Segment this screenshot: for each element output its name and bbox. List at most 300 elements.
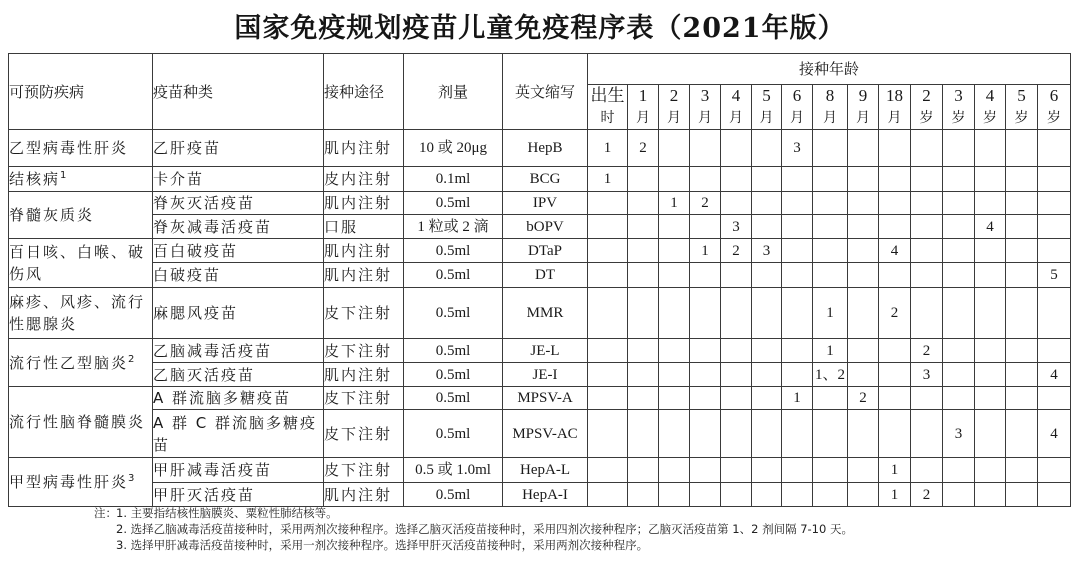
dose-number-cell <box>628 363 659 387</box>
age-column-header: 3 月 <box>690 85 721 130</box>
dose-number-cell <box>721 483 752 507</box>
dose-number-cell <box>782 288 813 339</box>
dose-number-cell <box>782 167 813 192</box>
table-row <box>9 167 1071 192</box>
dose-number-cell <box>1038 215 1071 239</box>
dose-number-cell: 3 <box>752 239 782 263</box>
dose-number-cell <box>1038 192 1071 215</box>
vaccine-cell: A 群流脑多糖疫苗 <box>153 387 324 410</box>
dose-number-cell <box>848 167 879 192</box>
dose-number-cell <box>813 239 848 263</box>
dose-number-cell <box>848 339 879 363</box>
footnotes <box>94 505 853 553</box>
dose-number-cell <box>628 288 659 339</box>
dose-number-cell <box>1006 215 1038 239</box>
dose-number-cell <box>813 458 848 483</box>
dose-number-cell <box>1006 130 1038 167</box>
table-row <box>9 263 1071 288</box>
dose-number-cell: 3 <box>943 410 975 458</box>
dose-number-cell <box>911 387 943 410</box>
footnote-1: 注：1. 主要指结核性脑膜炎、粟粒性肺结核等。 <box>94 506 338 520</box>
dose-number-cell: 2 <box>628 130 659 167</box>
age-column-header: 3 岁 <box>943 85 975 130</box>
immunization-schedule-table <box>8 53 1071 507</box>
vaccine-cell: A 群 C 群流脑多糖疫苗 <box>153 410 324 458</box>
dose-number-cell <box>848 263 879 288</box>
dose-number-cell <box>721 410 752 458</box>
route-cell: 肌内注射 <box>324 130 404 167</box>
dose-cell: 0.5ml <box>404 410 503 458</box>
dose-number-cell <box>628 339 659 363</box>
dose-number-cell <box>659 410 690 458</box>
abbr-cell: JE-L <box>503 339 588 363</box>
dose-number-cell: 4 <box>879 239 911 263</box>
dose-number-cell: 1 <box>659 192 690 215</box>
dose-number-cell <box>690 483 721 507</box>
route-cell: 口服 <box>324 215 404 239</box>
dose-number-cell <box>1006 387 1038 410</box>
table-row <box>9 483 1071 507</box>
header-row <box>9 54 1071 85</box>
dose-number-cell <box>721 339 752 363</box>
dose-number-cell <box>911 263 943 288</box>
dose-number-cell <box>943 458 975 483</box>
dose-number-cell <box>628 483 659 507</box>
dose-number-cell <box>782 483 813 507</box>
dose-number-cell <box>911 167 943 192</box>
dose-number-cell <box>1006 410 1038 458</box>
dose-number-cell <box>911 192 943 215</box>
dose-number-cell <box>782 363 813 387</box>
dose-number-cell <box>848 483 879 507</box>
page-title: 国家免疫规划疫苗儿童免疫程序表（2021年版） <box>234 13 846 44</box>
dose-number-cell <box>752 483 782 507</box>
dose-number-cell <box>975 263 1006 288</box>
dose-number-cell <box>752 215 782 239</box>
dose-number-cell <box>943 387 975 410</box>
table-row <box>9 239 1071 263</box>
header-disease: 可预防疾病 <box>9 54 153 130</box>
abbr-cell: DTaP <box>503 239 588 263</box>
dose-number-cell <box>721 458 752 483</box>
vaccine-cell: 卡介苗 <box>153 167 324 192</box>
dose-number-cell <box>1006 239 1038 263</box>
age-column-header: 8 月 <box>813 85 848 130</box>
dose-number-cell <box>588 339 628 363</box>
dose-cell: 0.5ml <box>404 239 503 263</box>
dose-number-cell: 4 <box>1038 363 1071 387</box>
dose-number-cell <box>911 130 943 167</box>
dose-number-cell: 1、2 <box>813 363 848 387</box>
dose-number-cell <box>782 215 813 239</box>
dose-number-cell <box>1038 339 1071 363</box>
dose-number-cell <box>911 215 943 239</box>
dose-number-cell: 4 <box>975 215 1006 239</box>
dose-number-cell: 3 <box>911 363 943 387</box>
dose-number-cell <box>752 130 782 167</box>
header-vaccine: 疫苗种类 <box>153 54 324 130</box>
dose-number-cell <box>659 483 690 507</box>
dose-number-cell: 4 <box>1038 410 1071 458</box>
dose-number-cell <box>911 410 943 458</box>
dose-number-cell <box>588 410 628 458</box>
dose-number-cell <box>628 192 659 215</box>
abbr-cell: MMR <box>503 288 588 339</box>
vaccine-cell: 乙肝疫苗 <box>153 130 324 167</box>
dose-number-cell: 2 <box>690 192 721 215</box>
dose-number-cell <box>588 239 628 263</box>
dose-number-cell <box>690 339 721 363</box>
dose-number-cell <box>848 192 879 215</box>
table-row <box>9 387 1071 410</box>
dose-number-cell: 1 <box>879 458 911 483</box>
dose-number-cell <box>975 239 1006 263</box>
dose-number-cell <box>1038 387 1071 410</box>
dose-number-cell <box>879 339 911 363</box>
dose-number-cell <box>690 263 721 288</box>
dose-number-cell <box>879 215 911 239</box>
dose-number-cell: 2 <box>721 239 752 263</box>
dose-number-cell <box>588 458 628 483</box>
dose-cell: 0.5ml <box>404 263 503 288</box>
table-row <box>9 458 1071 483</box>
dose-number-cell <box>782 239 813 263</box>
dose-number-cell <box>813 387 848 410</box>
dose-number-cell <box>690 458 721 483</box>
dose-number-cell <box>879 387 911 410</box>
table-row <box>9 410 1071 458</box>
dose-number-cell <box>848 458 879 483</box>
table-row <box>9 192 1071 215</box>
dose-number-cell <box>588 215 628 239</box>
dose-number-cell <box>1006 363 1038 387</box>
dose-number-cell <box>943 192 975 215</box>
footnote-ref: 1 <box>60 170 69 181</box>
dose-number-cell <box>752 192 782 215</box>
dose-number-cell <box>752 339 782 363</box>
dose-number-cell <box>659 339 690 363</box>
dose-number-cell <box>752 363 782 387</box>
dose-number-cell <box>1038 288 1071 339</box>
dose-number-cell: 2 <box>911 483 943 507</box>
dose-number-cell <box>943 239 975 263</box>
dose-number-cell <box>721 363 752 387</box>
dose-number-cell <box>659 167 690 192</box>
dose-number-cell <box>813 192 848 215</box>
vaccine-cell: 甲肝减毒活疫苗 <box>153 458 324 483</box>
header-age-group: 接种年龄 <box>588 54 1071 85</box>
route-cell: 皮下注射 <box>324 288 404 339</box>
dose-number-cell <box>943 363 975 387</box>
vaccine-cell: 脊灰灭活疫苗 <box>153 192 324 215</box>
dose-number-cell <box>943 263 975 288</box>
dose-number-cell: 2 <box>848 387 879 410</box>
dose-number-cell <box>782 263 813 288</box>
dose-number-cell <box>879 192 911 215</box>
dose-number-cell <box>690 130 721 167</box>
disease-cell: 流行性脑脊髓膜炎 <box>9 387 153 458</box>
age-column-header: 6 月 <box>782 85 813 130</box>
age-column-header: 5 岁 <box>1006 85 1038 130</box>
dose-number-cell <box>659 363 690 387</box>
dose-number-cell <box>943 339 975 363</box>
dose-number-cell <box>813 167 848 192</box>
dose-number-cell <box>721 167 752 192</box>
vaccine-cell: 麻腮风疫苗 <box>153 288 324 339</box>
abbr-cell: BCG <box>503 167 588 192</box>
disease-cell: 乙型病毒性肝炎 <box>9 130 153 167</box>
dose-number-cell: 1 <box>813 339 848 363</box>
dose-number-cell <box>813 215 848 239</box>
dose-number-cell <box>943 288 975 339</box>
dose-number-cell <box>782 458 813 483</box>
dose-number-cell <box>879 167 911 192</box>
dose-number-cell <box>659 288 690 339</box>
vaccine-cell: 百白破疫苗 <box>153 239 324 263</box>
dose-number-cell <box>1038 458 1071 483</box>
disease-cell: 脊髓灰质炎 <box>9 192 153 239</box>
dose-number-cell: 3 <box>721 215 752 239</box>
dose-number-cell <box>588 192 628 215</box>
disease-cell: 甲型病毒性肝炎$^3$ <box>9 458 153 507</box>
header-route: 接种途径 <box>324 54 404 130</box>
dose-number-cell <box>943 215 975 239</box>
route-cell: 肌内注射 <box>324 263 404 288</box>
disease-cell: 百日咳、白喉、破伤风 <box>9 239 153 288</box>
footnote-ref: 3 <box>128 473 137 484</box>
dose-number-cell <box>690 363 721 387</box>
dose-number-cell <box>1006 192 1038 215</box>
abbr-cell: MPSV-AC <box>503 410 588 458</box>
abbr-cell: JE-I <box>503 363 588 387</box>
dose-number-cell <box>690 387 721 410</box>
dose-number-cell <box>813 130 848 167</box>
vaccine-cell: 乙脑灭活疫苗 <box>153 363 324 387</box>
dose-number-cell <box>975 410 1006 458</box>
dose-number-cell <box>752 288 782 339</box>
footnote-ref: 2 <box>128 353 137 365</box>
age-column-header: 5 月 <box>752 85 782 130</box>
vaccine-cell: 脊灰减毒活疫苗 <box>153 215 324 239</box>
dose-number-cell <box>659 263 690 288</box>
dose-number-cell <box>721 263 752 288</box>
dose-number-cell <box>628 215 659 239</box>
dose-number-cell <box>588 387 628 410</box>
table-row <box>9 130 1071 167</box>
dose-number-cell <box>1006 288 1038 339</box>
route-cell: 皮内注射 <box>324 167 404 192</box>
dose-number-cell <box>721 130 752 167</box>
dose-number-cell <box>752 410 782 458</box>
dose-number-cell <box>628 410 659 458</box>
dose-number-cell: 1 <box>879 483 911 507</box>
dose-number-cell <box>1006 263 1038 288</box>
age-column-header: 出生 时 <box>588 85 628 130</box>
age-column-header: 1 月 <box>628 85 659 130</box>
route-cell: 肌内注射 <box>324 192 404 215</box>
dose-number-cell <box>975 167 1006 192</box>
dose-number-cell <box>659 130 690 167</box>
table-row <box>9 363 1071 387</box>
vaccine-cell: 乙脑减毒活疫苗 <box>153 339 324 363</box>
dose-number-cell <box>1038 483 1071 507</box>
dose-number-cell <box>1038 239 1071 263</box>
age-column-header: 4 月 <box>721 85 752 130</box>
vaccine-cell: 白破疫苗 <box>153 263 324 288</box>
dose-number-cell <box>721 192 752 215</box>
dose-cell: 0.5ml <box>404 192 503 215</box>
dose-number-cell <box>975 288 1006 339</box>
dose-number-cell <box>588 483 628 507</box>
abbr-cell: IPV <box>503 192 588 215</box>
route-cell: 皮下注射 <box>324 410 404 458</box>
dose-cell: 0.5ml <box>404 387 503 410</box>
age-column-header: 18 月 <box>879 85 911 130</box>
dose-number-cell <box>879 263 911 288</box>
dose-number-cell <box>975 192 1006 215</box>
dose-number-cell <box>975 130 1006 167</box>
abbr-cell: HepA-L <box>503 458 588 483</box>
dose-number-cell <box>879 363 911 387</box>
dose-number-cell <box>721 387 752 410</box>
disease-cell: 流行性乙型脑炎$^2$ <box>9 339 153 387</box>
dose-number-cell <box>848 410 879 458</box>
dose-cell: 0.5 或 1.0ml <box>404 458 503 483</box>
abbr-cell: HepB <box>503 130 588 167</box>
dose-number-cell <box>721 288 752 339</box>
dose-number-cell: 2 <box>879 288 911 339</box>
age-column-header: 6 岁 <box>1038 85 1071 130</box>
dose-number-cell <box>848 363 879 387</box>
dose-number-cell <box>813 410 848 458</box>
disease-cell: 麻疹、风疹、流行性腮腺炎 <box>9 288 153 339</box>
dose-number-cell: 1 <box>782 387 813 410</box>
dose-number-cell <box>752 387 782 410</box>
dose-number-cell <box>975 387 1006 410</box>
dose-number-cell <box>848 130 879 167</box>
dose-number-cell <box>911 239 943 263</box>
dose-number-cell <box>628 263 659 288</box>
dose-number-cell <box>752 263 782 288</box>
dose-number-cell: 1 <box>813 288 848 339</box>
route-cell: 肌内注射 <box>324 239 404 263</box>
dose-number-cell: 1 <box>690 239 721 263</box>
dose-number-cell <box>752 458 782 483</box>
dose-number-cell <box>628 239 659 263</box>
dose-number-cell <box>943 483 975 507</box>
age-column-header: 2 月 <box>659 85 690 130</box>
header-abbr: 英文缩写 <box>503 54 588 130</box>
dose-number-cell <box>659 239 690 263</box>
dose-number-cell <box>628 167 659 192</box>
dose-number-cell <box>588 363 628 387</box>
route-cell: 肌内注射 <box>324 483 404 507</box>
dose-number-cell <box>1006 458 1038 483</box>
dose-number-cell <box>690 410 721 458</box>
dose-number-cell <box>690 215 721 239</box>
dose-number-cell <box>975 339 1006 363</box>
dose-number-cell <box>1038 130 1071 167</box>
dose-number-cell <box>943 130 975 167</box>
footnote-2: 2. 选择乙脑减毒活疫苗接种时，采用两剂次接种程序。选择乙脑灭活疫苗接种时，采用四剂次接种程序；乙脑灭活疫苗第 1、2 剂间隔 7-10 天。 <box>116 522 853 536</box>
abbr-cell: DT <box>503 263 588 288</box>
dose-number-cell <box>690 288 721 339</box>
disease-cell: 结核病$^1$ <box>9 167 153 192</box>
table-row <box>9 215 1071 239</box>
dose-number-cell <box>752 167 782 192</box>
dose-cell: 0.1ml <box>404 167 503 192</box>
dose-number-cell <box>813 483 848 507</box>
age-column-header: 9 月 <box>848 85 879 130</box>
dose-number-cell: 1 <box>588 130 628 167</box>
footnote-3: 3. 选择甲肝减毒活疫苗接种时，采用一剂次接种程序。选择甲肝灭活疫苗接种时，采用两剂次接种程序。 <box>116 538 649 552</box>
route-cell: 皮下注射 <box>324 339 404 363</box>
dose-cell: 1 粒或 2 滴 <box>404 215 503 239</box>
dose-number-cell <box>848 215 879 239</box>
dose-number-cell <box>879 410 911 458</box>
abbr-cell: bOPV <box>503 215 588 239</box>
dose-number-cell <box>782 410 813 458</box>
dose-cell: 0.5ml <box>404 483 503 507</box>
footnote-label: 注： <box>94 506 117 520</box>
dose-cell: 0.5ml <box>404 339 503 363</box>
dose-number-cell <box>782 339 813 363</box>
route-cell: 皮下注射 <box>324 387 404 410</box>
abbr-cell: HepA-I <box>503 483 588 507</box>
abbr-cell: MPSV-A <box>503 387 588 410</box>
dose-number-cell <box>628 387 659 410</box>
dose-number-cell: 2 <box>911 339 943 363</box>
route-cell: 皮下注射 <box>324 458 404 483</box>
table-row <box>9 288 1071 339</box>
dose-number-cell <box>1038 167 1071 192</box>
dose-number-cell <box>1006 483 1038 507</box>
table-row <box>9 339 1071 363</box>
dose-number-cell <box>628 458 659 483</box>
dose-number-cell <box>911 458 943 483</box>
dose-number-cell <box>975 483 1006 507</box>
dose-cell: 0.5ml <box>404 288 503 339</box>
header-dose: 剂量 <box>404 54 503 130</box>
dose-number-cell <box>1006 339 1038 363</box>
dose-number-cell <box>848 239 879 263</box>
dose-number-cell: 1 <box>588 167 628 192</box>
dose-number-cell <box>848 288 879 339</box>
age-column-header: 4 岁 <box>975 85 1006 130</box>
dose-number-cell <box>813 263 848 288</box>
dose-number-cell: 3 <box>782 130 813 167</box>
dose-number-cell <box>1006 167 1038 192</box>
dose-cell: 10 或 20μg <box>404 130 503 167</box>
dose-number-cell <box>588 288 628 339</box>
dose-cell: 0.5ml <box>404 363 503 387</box>
dose-number-cell <box>588 263 628 288</box>
route-cell: 肌内注射 <box>324 363 404 387</box>
dose-number-cell <box>943 167 975 192</box>
dose-number-cell: 5 <box>1038 263 1071 288</box>
dose-number-cell <box>975 363 1006 387</box>
dose-number-cell <box>659 387 690 410</box>
dose-number-cell <box>690 167 721 192</box>
dose-number-cell <box>659 215 690 239</box>
vaccine-cell: 甲肝灭活疫苗 <box>153 483 324 507</box>
dose-number-cell <box>911 288 943 339</box>
dose-number-cell <box>879 130 911 167</box>
age-column-header: 2 岁 <box>911 85 943 130</box>
dose-number-cell <box>975 458 1006 483</box>
dose-number-cell <box>782 192 813 215</box>
dose-number-cell <box>659 458 690 483</box>
